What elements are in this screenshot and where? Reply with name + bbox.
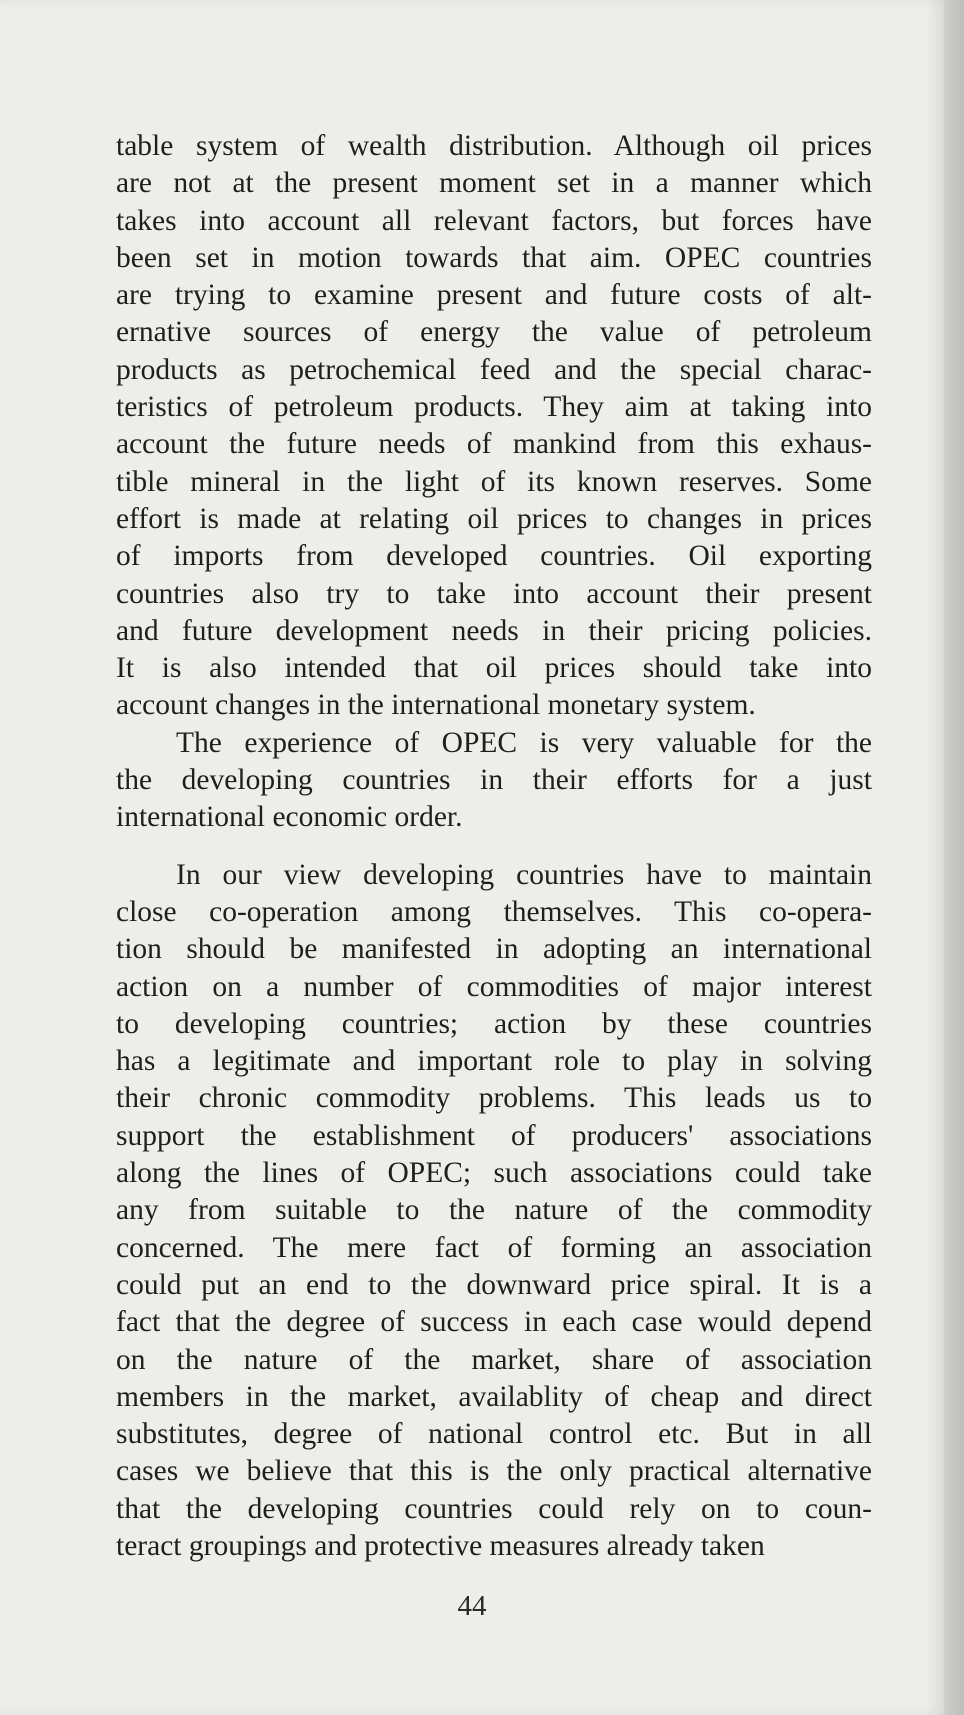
text-line: been set in motion towards that aim. OPEC countries xyxy=(116,241,872,274)
paragraph xyxy=(116,725,872,837)
text-line: ernative sources of energy the value of petroleum xyxy=(116,316,872,349)
text-line: members in the market, availablity of cheap and direct xyxy=(116,1380,872,1413)
paragraph-gap xyxy=(116,837,872,857)
text-line: action on a number of commodities of major interest xyxy=(116,970,872,1003)
page-number: 44 xyxy=(457,1590,487,1622)
text-line: international economic order. xyxy=(116,801,463,834)
text-line: account changes in the international monetary system. xyxy=(116,689,756,722)
text-line: to developing countries; action by these countries xyxy=(116,1007,872,1040)
text-line: cases we believe that this is the only practical alternative xyxy=(116,1455,872,1488)
text-line: and future development needs in their pricing policies. xyxy=(116,614,872,647)
text-line: It is also intended that oil prices should take into xyxy=(116,652,872,685)
text-line: that the developing countries could rely on to coun- xyxy=(116,1492,872,1525)
body-text xyxy=(116,128,872,1565)
text-line: account the future needs of mankind from this exhaus- xyxy=(116,428,872,461)
text-line: along the lines of OPEC; such associations could take xyxy=(116,1157,872,1190)
text-line: are trying to examine present and future costs of alt- xyxy=(116,279,872,312)
text-line: substitutes, degree of national control etc. But in all xyxy=(116,1418,872,1451)
text-line: The experience of OPEC is very valuable for the xyxy=(176,726,872,759)
text-line: are not at the present moment set in a manner which xyxy=(116,167,872,200)
text-line: any from suitable to the nature of the commodity xyxy=(116,1194,872,1227)
text-line: the developing countries in their efforts for a just xyxy=(116,764,872,797)
text-line: close co-operation among themselves. This co-opera- xyxy=(116,895,872,928)
text-line: products as petrochemical feed and the special charac- xyxy=(116,353,872,386)
text-line: countries also try to take into account their present xyxy=(116,577,872,610)
text-line: support the establishment of producers' associations xyxy=(116,1119,872,1152)
text-line: fact that the degree of success in each case would depend xyxy=(116,1306,872,1339)
text-line: takes into account all relevant factors, but forces have xyxy=(116,204,872,237)
text-line: table system of wealth distribution. Although oil prices xyxy=(116,130,872,162)
text-line: teristics of petroleum products. They aim at taking into xyxy=(116,391,872,424)
text-line: effort is made at relating oil prices to changes in prices xyxy=(116,502,872,535)
text-line: tible mineral in the light of its known reserves. Some xyxy=(116,465,872,498)
text-line: could put an end to the downward price spiral. It is a xyxy=(116,1268,872,1301)
text-line: concerned. The mere fact of forming an association xyxy=(116,1231,872,1264)
text-line: their chronic commodity problems. This leads us to xyxy=(116,1082,872,1115)
text-line: teract groupings and protective measures already taken xyxy=(116,1529,765,1562)
text-line: tion should be manifested in adopting an international xyxy=(116,933,872,966)
paragraph xyxy=(116,857,872,1566)
text-line: has a legitimate and important role to play in solving xyxy=(116,1045,872,1078)
text-line: of imports from developed countries. Oil exporting xyxy=(116,540,872,573)
paragraph xyxy=(116,128,872,725)
page-edge-shadow xyxy=(944,0,964,1715)
text-line: In our view developing countries have to maintain xyxy=(176,858,872,891)
text-line: on the nature of the market, share of association xyxy=(116,1343,872,1376)
